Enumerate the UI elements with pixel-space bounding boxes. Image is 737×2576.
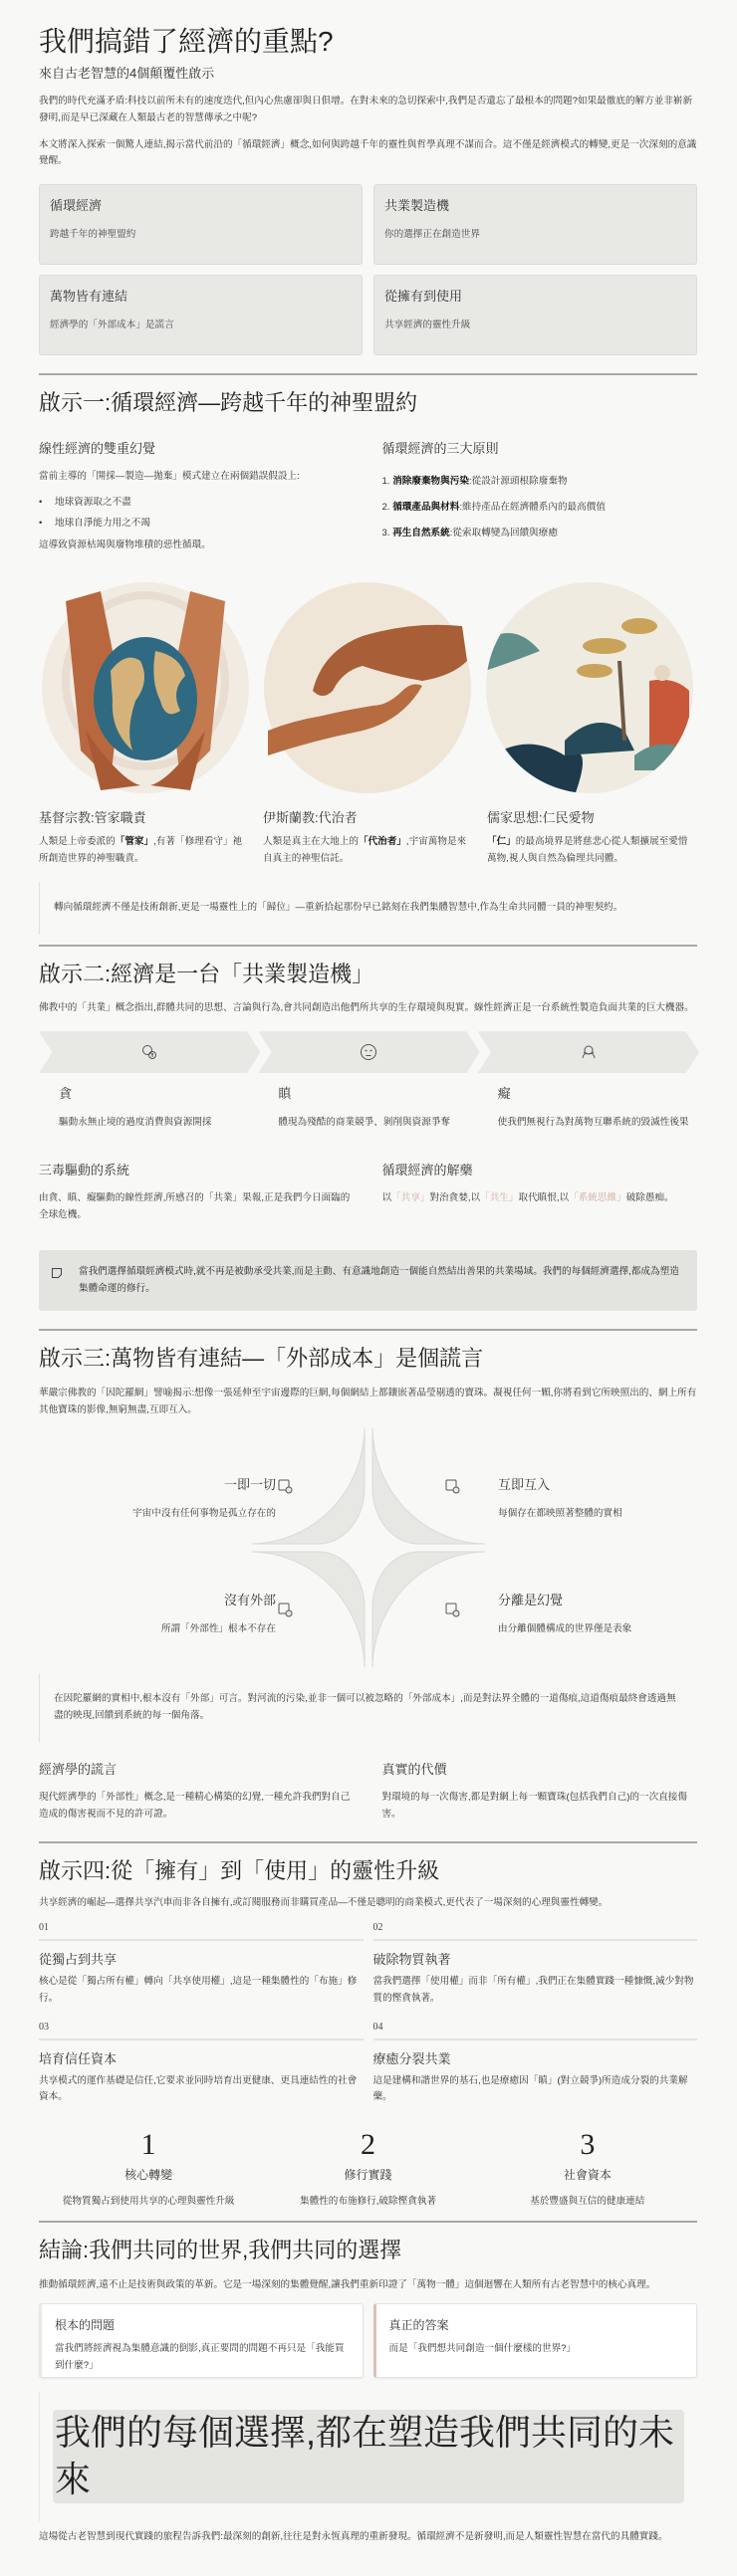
overview-card[interactable]: [39, 184, 363, 265]
tradition-islam: 伊斯蘭教:代治者 人類是真主在大地上的「代治者」,宇宙萬物是來自真主的神聖信託。: [263, 810, 467, 865]
section-title: 啟示一:循環經濟—跨越千年的神聖盟約: [39, 390, 418, 416]
paragraph: 佛教中的「共業」概念指出,群體共同的思想、言論與行為,會共同創造出他們所共享的生存環境與現實。線性經濟正是一台系統性製造負面共業的巨大機器。: [39, 1002, 694, 1014]
section-title: 啟示二:經濟是一台「共業製造機」: [39, 961, 374, 986]
section-2: [39, 961, 697, 1312]
divider: [39, 373, 697, 375]
subheading: 循環經濟的三大原則: [381, 440, 499, 456]
indra-net-diagram: [39, 1428, 697, 1667]
intro: [39, 94, 697, 170]
page-title: 我們搞錯了經濟的重點?: [39, 26, 334, 57]
overview-cards: [39, 184, 697, 355]
card-title: 萬物皆有連結: [50, 289, 128, 305]
poison-desc: 體現為殘酷的商業競爭、剝削與資源爭奪: [278, 1117, 451, 1129]
anger-face-icon: [360, 1043, 377, 1061]
stat-item: 1 核心轉變 從物質獨占到使用共享的心理與靈性升級: [62, 2128, 235, 2208]
subheading: 三毒驅動的系統: [39, 1163, 130, 1179]
donut-quadrant: [372, 1552, 485, 1667]
paragraph: 對環境的每一次傷害,都是對網上每一顆寶珠(包括我們自己)的一次直接傷害。: [381, 1792, 687, 1820]
steps-grid: [39, 1922, 697, 2106]
poison-title: 瞋: [278, 1086, 292, 1102]
subheading: 真實的代價: [381, 1762, 447, 1778]
card-subtitle: 經濟學的「外部成本」是謊言: [50, 320, 174, 331]
step-item: 02 破除物質執著 當我們選擇「使用權」而非「所有權」,我們正在集體實踐一種慷慨,減少對物質的慳貪執著。: [373, 1922, 698, 2008]
section-1: [39, 389, 697, 935]
section-title: 結論:我們共同的世界,我們共同的選擇: [39, 2238, 402, 2263]
paragraph: 以「共享」對治貪婪,以「共生」取代瞋恨,以「系統思維」破除愚痴。: [381, 1192, 674, 1204]
callout: 當我們選擇循環經濟模式時,就不再是被動承受共業,而是主動、有意識地創造一個能自然結出善果的共業場域。我們的每個經濟選擇,都成為塑造集體命運的修行。: [39, 1250, 697, 1312]
blockquote: 轉向循環經濟不僅是技術創新,更是一場靈性上的「歸位」—重新拾起那份早已銘刻在我們集體智慧中,作為生命共同體一員的神聖契約。: [39, 882, 697, 935]
coin-person-icon: [446, 1604, 459, 1616]
paragraph: 共享經濟的崛起—選擇共享汽車而非各自擁有,或訂閱服務而非購買產品—不僅是聰明的商業模式,更代表了一場深刻的心理與靈性轉變。: [39, 1897, 609, 1909]
card-subtitle: 跨越千年的神聖盟約: [50, 229, 136, 241]
page-subtitle: 來自古老智慧的4個顛覆性啟示: [39, 66, 215, 81]
blockquote: 在因陀羅網的實相中,根本沒有「外部」可言。對河流的污染,並非一個可以被忽略的「外部成本」,而是對法界全體的一道傷痕,這道傷痕最終會透過無盡的映現,回饋到系統的每一個角落。: [39, 1673, 697, 1743]
process-arrows: [39, 1031, 697, 1073]
quadrant-label: 分離是幻覺 由分離個體構成的世界僅是表象: [498, 1593, 632, 1635]
bullet-list: [39, 492, 355, 534]
list-item: 2. 循環產品與材料:維持產品在經濟體系內的最高價值: [381, 501, 606, 513]
summary-stats: [39, 2128, 697, 2207]
stat-item: 2 修行實踐 集體性的布施修行,破除慳貪執著: [300, 2128, 436, 2208]
card-title: 共業製造機: [384, 198, 450, 214]
divider: [39, 1329, 697, 1331]
poison-desc: 驅動永無止境的過度消費與資源開採: [59, 1117, 212, 1129]
subheading: 循環經濟的解藥: [381, 1163, 473, 1179]
card-subtitle: 共享經濟的靈性升級: [384, 320, 471, 331]
paragraph: 華嚴宗佛教的「因陀羅網」譬喻揭示:想像一張延伸至宇宙邊際的巨網,每個網結上都鑲嵌著晶瑩剔透的寶珠。凝視任何一顆,你將看到它所映照出的、網上所有其他寶珠的影像,無窮無盡,互即互入。: [39, 1387, 697, 1415]
section-title: 啟示三:萬物皆有連結—「外部成本」是個謊言: [39, 1346, 484, 1372]
intro-paragraph: 我們的時代充滿矛盾:科技以前所未有的速度迭代,但內心焦慮卻與日俱增。在對未來的急切探索中,我們是否遺忘了最根本的問題?如果最徹底的解方並非嶄新發明,而是早已深藏在人類最古老的智慧傳承之中呢?: [39, 96, 693, 123]
overview-card[interactable]: [373, 184, 697, 265]
principles-list: [382, 469, 698, 546]
quadrant-label: 一即一切 宇宙中沒有任何事物是孤立存在的: [132, 1477, 276, 1520]
donut-quadrant: [372, 1428, 485, 1544]
paragraph: 推動循環經濟,遠不止是技術與政策的革新。它是一場深刻的集體覺醒,讓我們重新印證了「萬物一體」這個迴響在人類所有古老智慧中的核心真理。: [39, 2278, 656, 2290]
tradition-confucianism: 儒家思想:仁民愛物 「仁」的最高境界是將慈悲心從人類擴展至愛惜萬物,視人與自然為倫理共同體。: [487, 810, 688, 865]
section-4: [39, 1857, 697, 2208]
poison-desc: 使我們無視行為對萬物互聯系統的毀滅性後果: [497, 1117, 689, 1129]
caring-hands-illustration: [263, 581, 473, 795]
step-item: 03 培育信任資本 共享模式的運作基礎是信任,它要求並同時培育出更健康、更具連結性的社會資本。: [39, 2022, 364, 2107]
paragraph: 由貪、瞋、癡驅動的線性經濟,所感召的「共業」果報,正是我們今日面臨的全球危機。: [39, 1192, 351, 1220]
donut-chart: [252, 1428, 485, 1667]
ignorance-icon: [580, 1043, 598, 1061]
poison-title: 貪: [59, 1086, 73, 1102]
list-item: • 地球自淨能力用之不竭: [39, 513, 355, 534]
ignorance-step: [478, 1031, 699, 1073]
divider: [39, 2221, 697, 2223]
step-item: 04 療癒分裂共業 這是建構和諧世界的基石,也是療癒因「瞋」(對立競爭)所造成分裂的共業解藥。: [373, 2022, 698, 2107]
tradition-christianity: 基督宗教:管家職責 人類是上帝委派的「管家」,有著「修理看守」祂所創造世界的神聖職責。: [39, 810, 243, 865]
header: [39, 24, 697, 82]
subheading: 線性經濟的雙重幻覺: [39, 440, 156, 456]
list-item: • 地球資源取之不盡: [39, 492, 355, 513]
overview-card[interactable]: [39, 275, 363, 355]
greed-icon: [140, 1043, 158, 1061]
answer-card: 真正的答案 而是「我們想共同創造一個什麼樣的世界?」: [373, 2303, 698, 2378]
subheading: 經濟學的謊言: [39, 1762, 118, 1778]
anger-step: [258, 1031, 479, 1073]
three-poisons: [39, 1083, 697, 1128]
quadrant-label: 互即互入 每個存在都映照著整體的實相: [498, 1477, 622, 1520]
divider: [39, 1841, 697, 1843]
question-card: 根本的問題 當我們將經濟視為集體意識的倒影,真正要問的問題不再只是「我能買到什麼?」: [39, 2303, 364, 2378]
lamp-icon: [446, 1480, 459, 1493]
list-item: 1. 消除廢棄物與污染:從設計源頭根除廢棄物: [381, 475, 568, 487]
conclusion: [39, 2237, 697, 2546]
intro-paragraph: 本文將深入探索一個驚人連結,揭示當代前沿的「循環經濟」概念,如何與跨越千年的靈性與哲學真理不謀而合。這不僅是經濟模式的轉變,更是一次深刻的意識覺醒。: [39, 138, 697, 167]
card-title: 循環經濟: [50, 198, 103, 214]
globe-in-hands-illustration: [41, 581, 251, 795]
card-subtitle: 你的選擇正在創造世界: [384, 229, 480, 241]
confucian-landscape-illustration: [485, 581, 695, 795]
paragraph: 現代經濟學的「外部性」概念,是一種精心構築的幻覺,一種允許我們對自己造成的傷害視而不見的許可證。: [39, 1792, 351, 1820]
illustrations: [39, 581, 697, 795]
overview-card[interactable]: [373, 275, 697, 355]
traditions: [39, 807, 697, 868]
divider: [39, 945, 697, 947]
note-icon: [51, 1267, 63, 1279]
greed-step: [39, 1031, 260, 1073]
poison-title: 癡: [497, 1086, 511, 1102]
step-item: 01 從獨占到共享 核心是從「獨占所有權」轉向「共享使用權」,這是一種集體性的「布施」修行。: [39, 1922, 364, 2008]
stat-item: 3 社會資本 基於豐盛與互信的健康連結: [530, 2128, 645, 2208]
paragraph: 當前主導的「開採—製造—拋棄」模式建立在兩個錯誤假設上:: [39, 470, 300, 482]
paragraph: 這導致資源枯竭與廢物堆積的惡性循環。: [39, 538, 211, 550]
highlight-quote: 我們的每個選擇,都在塑造我們共同的未來: [39, 2392, 697, 2521]
quadrant-label: 沒有外部 所謂「外部性」根本不存在: [160, 1593, 276, 1635]
section-title: 啟示四:從「擁有」到「使用」的靈性升級: [39, 1857, 440, 1883]
closing-paragraph: 這場從古老智慧到現代實踐的旅程告訴我們:最深刻的創新,往往是對永恆真理的重新發現。循環經濟不是新發明,而是人類靈性智慧在當代的具體實踐。: [39, 2531, 668, 2543]
network-globe-icon: [279, 1604, 292, 1616]
card-title: 從擁有到使用: [384, 289, 463, 305]
list-item: 3. 再生自然系統:從索取轉變為回饋與療癒: [381, 527, 558, 538]
web-check-icon: [279, 1480, 292, 1493]
section-3: [39, 1345, 697, 1823]
